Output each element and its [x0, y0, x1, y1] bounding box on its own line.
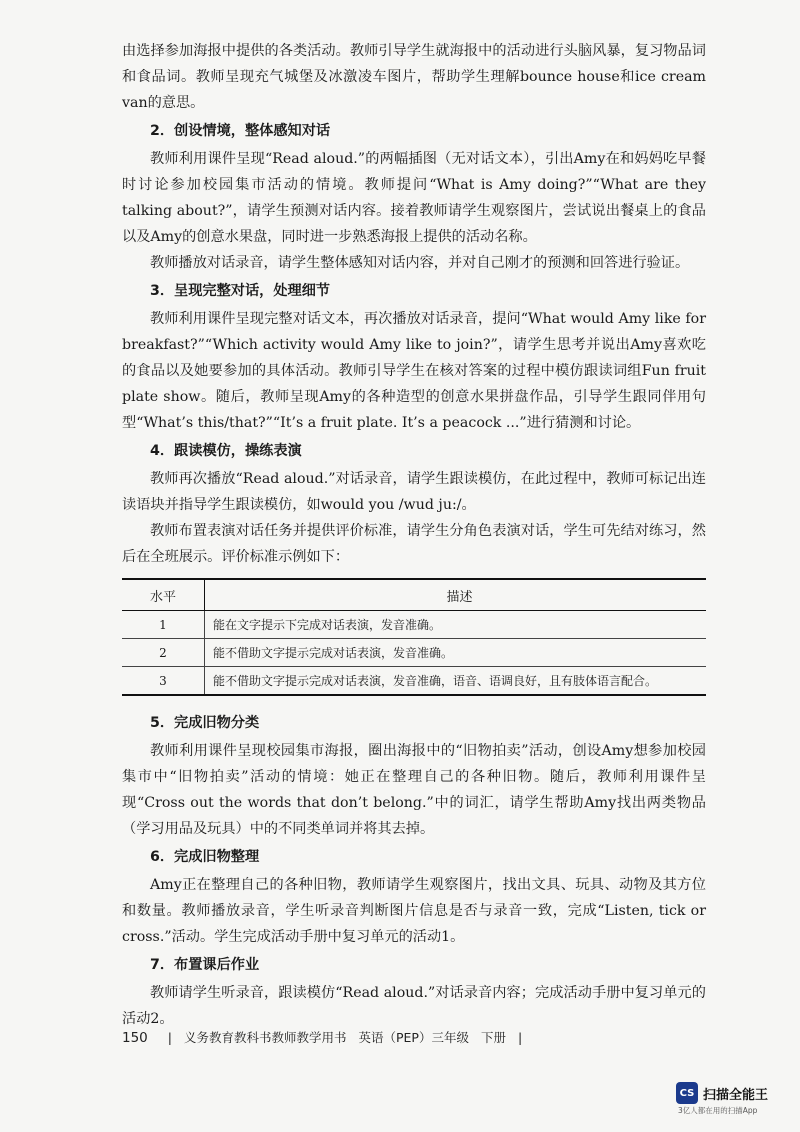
- table-row: [122, 639, 706, 667]
- page-number: 150: [122, 1030, 148, 1046]
- heading-step-5: 5．完成旧物分类: [150, 715, 260, 731]
- footer-volume: 下册: [480, 1030, 506, 1045]
- table-header-level: 水平: [122, 579, 205, 611]
- scanner-watermark: [676, 1082, 794, 1116]
- table-cell-level: 1: [122, 611, 205, 639]
- footer-divider: |: [167, 1030, 172, 1045]
- table-row: [122, 611, 706, 639]
- table-cell-level: 3: [122, 667, 205, 696]
- paragraph-step-4a: 教师再次播放“Read aloud.”对话录音，请学生跟读模仿，在此过程中，教师可标记出连读语块并指导学生跟读模仿，如would you /wud ju:/。: [122, 471, 706, 513]
- watermark-tagline: 3亿人都在用的扫描App: [678, 1106, 758, 1115]
- table-header-description: 描述: [205, 579, 707, 611]
- paragraph-step-4b: 教师布置表演对话任务并提供评价标准，请学生分角色表演对话，学生可先结对练习，然后在全班展示。评价标准示例如下：: [122, 523, 706, 565]
- footer-book-title: 义务教育教科书教师教学用书: [183, 1030, 347, 1045]
- camscanner-logo-icon: CS: [676, 1082, 698, 1104]
- heading-step-2: 2．创设情境，整体感知对话: [150, 123, 331, 139]
- paragraph-step-2b: 教师播放对话录音，请学生整体感知对话内容，并对自己刚才的预测和回答进行验证。: [150, 255, 690, 271]
- table-header-row: [122, 579, 706, 611]
- table-cell-description: 能不借助文字提示完成对话表演，发音准确。: [205, 639, 707, 667]
- heading-step-4: 4．跟读模仿，操练表演: [150, 443, 302, 459]
- paragraph-intro: 由选择参加海报中提供的各类活动。教师引导学生就海报中的活动进行头脑风暴，复习物品词和食品词。教师呈现充气城堡及冰激凌车图片，帮助学生理解bounce house和ice cream van的意思。: [122, 43, 706, 111]
- table-cell-level: 2: [122, 639, 205, 667]
- watermark-app-name: 扫描全能王: [703, 1087, 769, 1103]
- footer-divider: |: [517, 1030, 523, 1045]
- paragraph-step-3: 教师利用课件呈现完整对话文本，再次播放对话录音，提问“What would Amy like for breakfast?”“Which activity would Amy like to join?”，请学生思考并说出Amy喜欢吃的食品以及她要参加的具体活动。教师引导学生在核对答案的过程中模仿跟读词组Fun fruit plate show。随后，教师呈现Amy的各种造型的创意水果拼盘作品，引导学生跟同伴用句型“What’s this/that?”“It’s a fruit plate. It’s a peacock ...”进行猜测和讨论。: [122, 311, 706, 431]
- paragraph-step-7: 教师请学生听录音，跟读模仿“Read aloud.”对话录音内容；完成活动手册中复习单元的活动2。: [122, 985, 706, 1027]
- heading-step-7: 7．布置课后作业: [150, 957, 260, 973]
- paragraph-step-5: 教师利用课件呈现校园集市海报，圈出海报中的“旧物拍卖”活动，创设Amy想参加校园集市中“旧物拍卖”活动的情境：她正在整理自己的各种旧物。随后，教师利用课件呈现“Cross out the words that don’t belong.”中的词汇，请学生帮助Amy找出两类物品（学习用品及玩具）中的不同类单词并将其去掉。: [122, 743, 706, 837]
- footer-subject: 英语（PEP）三年级: [358, 1030, 469, 1045]
- table-cell-description: 能在文字提示下完成对话表演，发音准确。: [205, 611, 707, 639]
- paragraph-step-6: Amy正在整理自己的各种旧物，教师请学生观察图片，找出文具、玩具、动物及其方位和数量。教师播放录音，学生听录音判断图片信息是否与录音一致，完成“Listen, tick or cross.”活动。学生完成活动手册中复习单元的活动1。: [122, 877, 706, 945]
- table-row: [122, 667, 706, 696]
- page-footer: [122, 1028, 530, 1046]
- table-cell-description: 能不借助文字提示完成对话表演，发音准确，语音、语调良好，且有肢体语言配合。: [205, 667, 707, 696]
- page-body: [122, 38, 706, 1032]
- evaluation-criteria-table: [122, 578, 706, 696]
- heading-step-3: 3．呈现完整对话，处理细节: [150, 283, 331, 299]
- paragraph-step-2a: 教师利用课件呈现“Read aloud.”的两幅插图（无对话文本），引出Amy在和妈妈吃早餐时讨论参加校园集市活动的情境。教师提问“What is Amy doing?”“What are they talking about?”，请学生预测对话内容。接着教师请学生观察图片，尝试说出餐桌上的食品以及Amy的创意水果盘，同时进一步熟悉海报上提供的活动名称。: [122, 151, 706, 245]
- heading-step-6: 6．完成旧物整理: [150, 849, 260, 865]
